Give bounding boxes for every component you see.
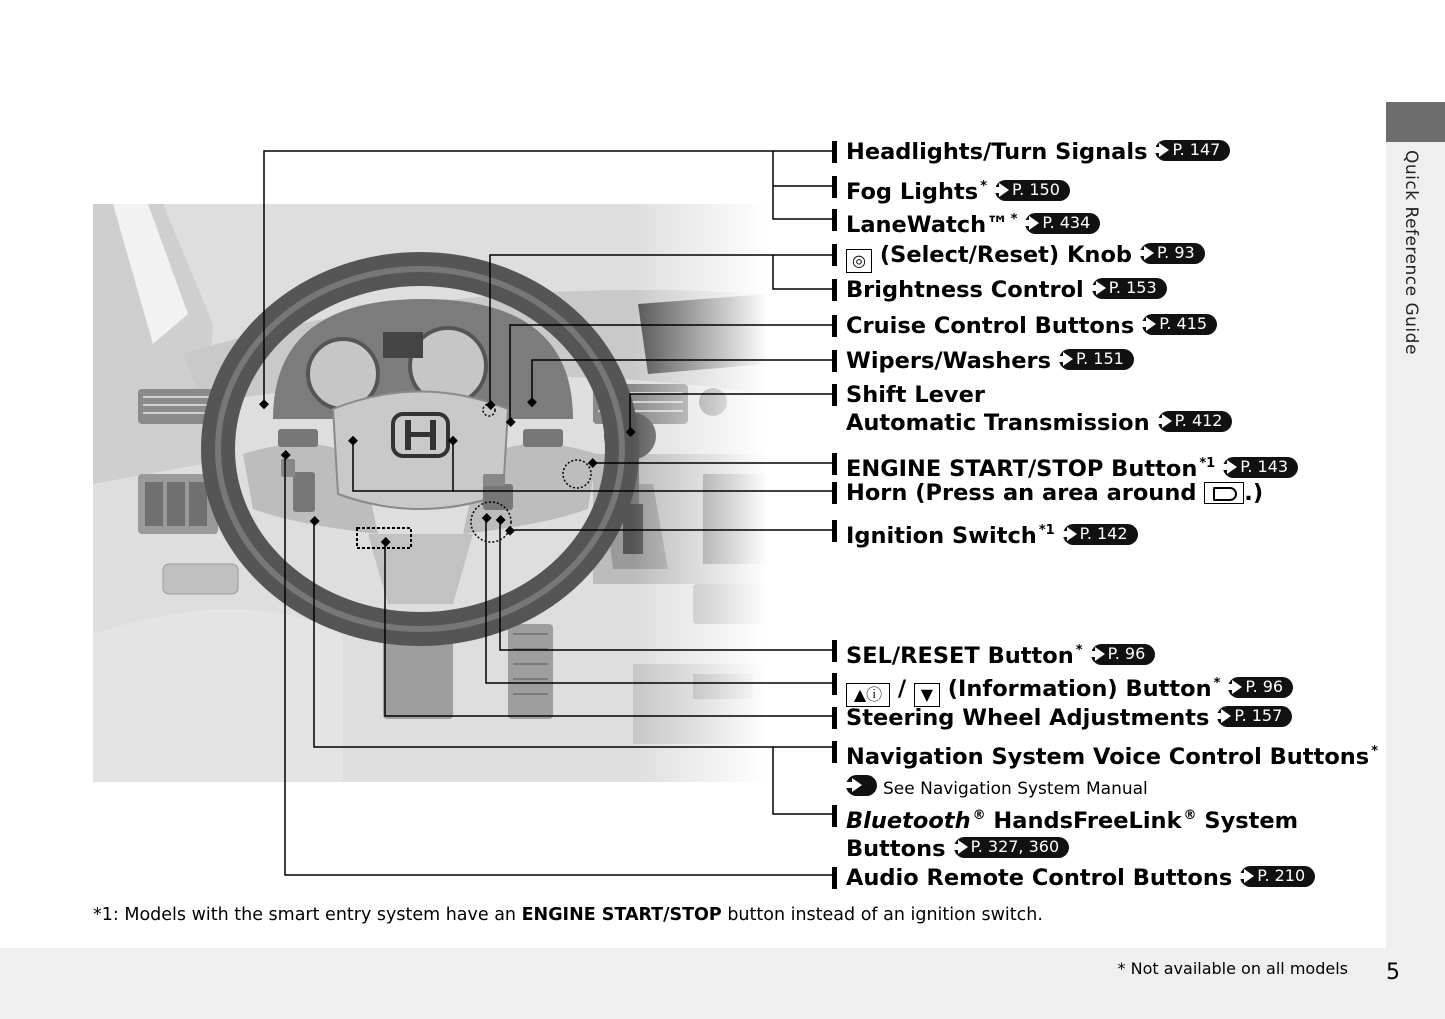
callout-bar (832, 279, 837, 301)
callout-brightness (832, 276, 1167, 304)
page-ref-link[interactable]: P. 210 (1240, 866, 1315, 887)
callout-bar (832, 673, 837, 695)
asterisk-mark: * (980, 179, 987, 194)
page-ref-link[interactable]: P. 157 (1217, 706, 1292, 727)
arrow-right-icon (1144, 246, 1154, 260)
nav-manual-link[interactable] (846, 775, 877, 796)
asterisk-mark: * (1371, 744, 1379, 759)
callout-label-end: System (1196, 808, 1299, 834)
callout-label: ENGINE START/STOP Button (846, 456, 1198, 482)
arrow-right-icon (1159, 143, 1169, 157)
callout-bar (832, 244, 837, 266)
callout-steering-adjustments (832, 704, 1292, 732)
page-ref-link[interactable]: P. 153 (1092, 278, 1167, 299)
callout-label-line2: Automatic Transmission (846, 410, 1150, 436)
footnote-mark: *1 (1199, 456, 1216, 471)
callout-label: Navigation System Voice Control Buttons (846, 744, 1370, 770)
callout-bar (832, 384, 837, 406)
select-reset-knob-icon: ◎ (846, 249, 872, 273)
page-ref-link[interactable]: P. 434 (1025, 213, 1100, 234)
callout-wipers (832, 347, 1134, 375)
callout-bar (832, 176, 837, 198)
callout-fog-lights (832, 173, 1070, 206)
callout-bar (832, 315, 837, 337)
nav-manual-note: See Navigation System Manual (883, 779, 1148, 799)
asterisk-mark: * (1010, 212, 1018, 227)
page-ref-link[interactable]: P. 96 (1091, 644, 1156, 665)
page-ref-link[interactable]: P. 96 (1228, 677, 1293, 698)
icon-separator: / (897, 676, 907, 702)
callout-label: Ignition Switch (846, 523, 1037, 549)
arrow-right-icon (1146, 317, 1156, 331)
callout-bar (832, 141, 837, 163)
callout-bar (832, 482, 837, 504)
callout-bar (832, 350, 837, 372)
callout-label: Headlights/Turn Signals (846, 139, 1148, 165)
callout-label: (Information) Button (947, 676, 1212, 702)
callout-cruise-control (832, 312, 1217, 340)
page-ref-link[interactable]: P. 147 (1155, 140, 1230, 161)
callout-label: SEL/RESET Button (846, 643, 1074, 669)
callout-label: Horn (Press an area around (846, 480, 1197, 506)
info-down-icon: ▼ (914, 683, 940, 707)
callout-shift-lever (832, 381, 1232, 437)
arrow-right-icon (1244, 869, 1254, 883)
callout-label-line2: Buttons (846, 836, 946, 862)
info-up-icon: ▲ⓘ (846, 683, 890, 707)
callout-bar (832, 707, 837, 729)
callout-label: Shift Lever (846, 382, 985, 408)
callout-label: (Select/Reset) Knob (879, 242, 1133, 268)
arrow-right-icon (1162, 414, 1172, 428)
callout-horn (832, 479, 1263, 507)
asterisk-mark: * (1213, 676, 1221, 691)
callout-bar (832, 805, 837, 827)
registered-mark: ® (972, 808, 986, 823)
callout-label: Cruise Control Buttons (846, 313, 1135, 339)
arrow-right-icon (1227, 460, 1237, 474)
callout-select-reset-knob (832, 241, 1205, 273)
arrow-right-icon (1232, 680, 1242, 694)
arrow-right-icon (1221, 709, 1231, 723)
registered-mark: ® (1183, 808, 1197, 823)
callout-bluetooth (832, 802, 1298, 863)
arrow-right-icon (1029, 216, 1039, 230)
callout-label: Wipers/Washers (846, 348, 1051, 374)
steering-wheel-illustration (93, 204, 768, 782)
callout-bar (832, 453, 837, 475)
arrow-right-icon (958, 840, 968, 854)
page-ref-link[interactable]: P. 415 (1142, 314, 1217, 335)
arrow-right-icon (852, 778, 862, 792)
callout-bar (832, 867, 837, 889)
horn-icon (1204, 482, 1244, 504)
arrow-right-icon (1063, 352, 1073, 366)
arrow-right-icon (1067, 527, 1077, 541)
footnote-mark: *1 (1038, 523, 1055, 538)
callout-bar (832, 741, 837, 763)
section-tab (1386, 102, 1445, 142)
callout-label: Brightness Control (846, 277, 1084, 303)
callout-label: HandsFreeLink (985, 808, 1182, 834)
callout-label-suffix: .) (1244, 480, 1264, 506)
callout-information-button (832, 670, 1293, 707)
arrow-right-icon (999, 183, 1009, 197)
callout-bar (832, 640, 837, 662)
arrow-right-icon (1095, 647, 1105, 661)
side-tab-label: Quick Reference Guide (1401, 150, 1421, 355)
callout-label: Audio Remote Control Buttons (846, 865, 1233, 891)
callout-lanewatch (832, 206, 1100, 239)
callout-ignition-switch (832, 517, 1138, 550)
page-ref-link[interactable]: P. 327, 360 (954, 837, 1070, 858)
footnote-smart-entry: *1: Models with the smart entry system have an ENGINE START/STOP button instead of an ignition switch. (93, 905, 1043, 925)
page-ref-link[interactable]: P. 143 (1223, 457, 1298, 478)
callout-audio-remote (832, 864, 1315, 892)
page-ref-link[interactable]: P. 412 (1158, 411, 1233, 432)
callout-label: Fog Lights (846, 179, 979, 205)
footnote-availability: * Not available on all models (1117, 959, 1348, 978)
asterisk-mark: * (1075, 643, 1083, 658)
callout-label: Steering Wheel Adjustments (846, 705, 1210, 731)
page-ref-link[interactable]: P. 151 (1059, 349, 1134, 370)
callout-headlights (832, 138, 1230, 166)
page-ref-link[interactable]: P. 142 (1063, 524, 1138, 545)
arrow-right-icon (1096, 281, 1106, 295)
callout-navigation-voice (832, 738, 1378, 803)
page-ref-link[interactable]: P. 93 (1140, 243, 1205, 264)
page-ref-link[interactable]: P. 150 (995, 180, 1070, 201)
callout-sel-reset-button (832, 637, 1155, 670)
bluetooth-brand: Bluetooth (846, 808, 971, 834)
callout-label: LaneWatch™ (846, 212, 1009, 238)
callout-bar (832, 209, 837, 231)
callout-bar (832, 520, 837, 542)
page-number: 5 (1386, 960, 1400, 985)
